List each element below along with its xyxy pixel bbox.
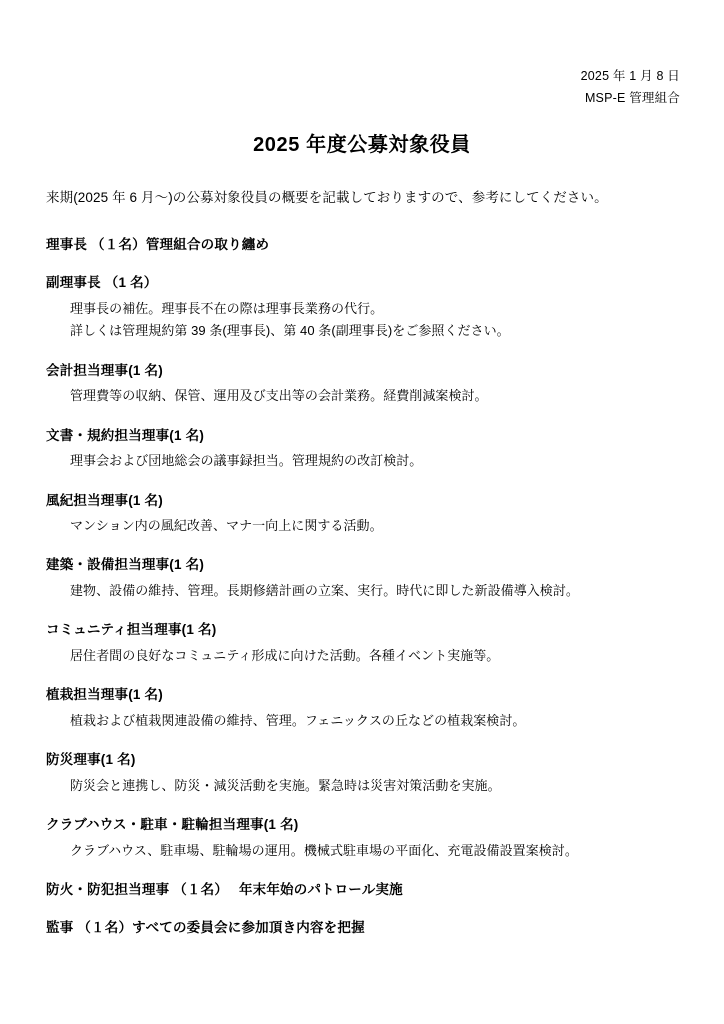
section-body xyxy=(70,580,680,602)
section-line: 防災会と連携し、防災・減災活動を実施。緊急時は災害対策活動を実施。 xyxy=(70,777,501,793)
section-bouka-bouhan xyxy=(44,879,680,901)
section-bosai xyxy=(44,749,680,797)
section-body xyxy=(70,775,680,797)
section-body xyxy=(70,710,680,732)
section-body xyxy=(70,298,680,343)
section-clubhouse-parking xyxy=(44,814,680,862)
section-heading: クラブハウス・駐車・駐輪担当理事(1 名) xyxy=(46,817,299,833)
page-title: 2025 年度公募対象役員 xyxy=(253,133,471,156)
section-line: 理事長の補佐。理事長不在の際は理事長業務の代行。 xyxy=(70,300,384,316)
section-heading: 風紀担当理事(1 名) xyxy=(46,492,163,508)
section-fuki xyxy=(44,490,680,538)
section-line: クラブハウス、駐車場、駐輪場の運用。機械式駐車場の平面化、充電設備設置案検討。 xyxy=(70,842,578,858)
section-line: マンション内の風紀改善、マナ一向上に関する活動。 xyxy=(70,518,383,534)
section-rijicho xyxy=(44,234,680,256)
section-bunsho-kiyaku xyxy=(44,425,680,473)
section-fuku-rijicho xyxy=(44,272,680,342)
intro-paragraph: 来期(2025 年 6 月～)の公募対象役員の概要を記載しておりますので、参考にしてください。 xyxy=(46,189,608,205)
section-community xyxy=(44,619,680,667)
section-line: 植栽および植栽関連設備の維持、管理。フェニックスの丘などの植栽案検討。 xyxy=(70,712,526,728)
section-shokusai xyxy=(44,684,680,732)
section-kanji xyxy=(44,917,680,939)
section-body xyxy=(70,450,680,472)
section-kaikei xyxy=(44,360,680,408)
section-body xyxy=(70,840,680,862)
section-heading: 植栽担当理事(1 名) xyxy=(46,687,163,703)
section-heading: 会計担当理事(1 名) xyxy=(46,362,163,378)
document-header xyxy=(44,66,680,110)
section-heading: 理事長 （１名）管理組合の取り纏め xyxy=(46,236,270,252)
section-heading: 防火・防犯担当理事 （１名） 年末年始のパトロール実施 xyxy=(46,882,403,898)
section-body xyxy=(70,515,680,537)
section-line: 居住者間の良好なコミュニティ形成に向けた活動。各種イベント実施等。 xyxy=(70,648,500,663)
section-heading: 副理事長 （1 名） xyxy=(46,275,158,291)
section-heading: 文書・規約担当理事(1 名) xyxy=(46,427,205,443)
section-line: 建物、設備の維持、管理。長期修繕計画の立案、実行。時代に即した新設備導入検討。 xyxy=(70,583,579,599)
section-heading: コミュニティ担当理事(1 名) xyxy=(46,622,217,638)
header-organization: MSP-E 管理組合 xyxy=(584,90,680,105)
section-line: 管理費等の収納、保管、運用及び支出等の会計業務。経費削減案検討。 xyxy=(70,388,488,404)
section-heading: 監事 （１名）すべての委員会に参加頂き内容を把握 xyxy=(46,919,365,935)
section-heading: 防災理事(1 名) xyxy=(46,752,136,768)
section-kenchiku-setsubi xyxy=(44,554,680,602)
section-body xyxy=(70,385,680,407)
section-heading: 建築・設備担当理事(1 名) xyxy=(46,557,205,573)
section-line: 理事会および団地総会の議事録担当。管理規約の改訂検討。 xyxy=(70,453,423,469)
section-body xyxy=(70,645,680,667)
header-date: 2025 年 1 月 8 日 xyxy=(580,69,680,83)
section-line: 詳しくは管理規約第 39 条(理事長)、第 40 条(副理事長)をご参照ください。 xyxy=(70,323,510,339)
